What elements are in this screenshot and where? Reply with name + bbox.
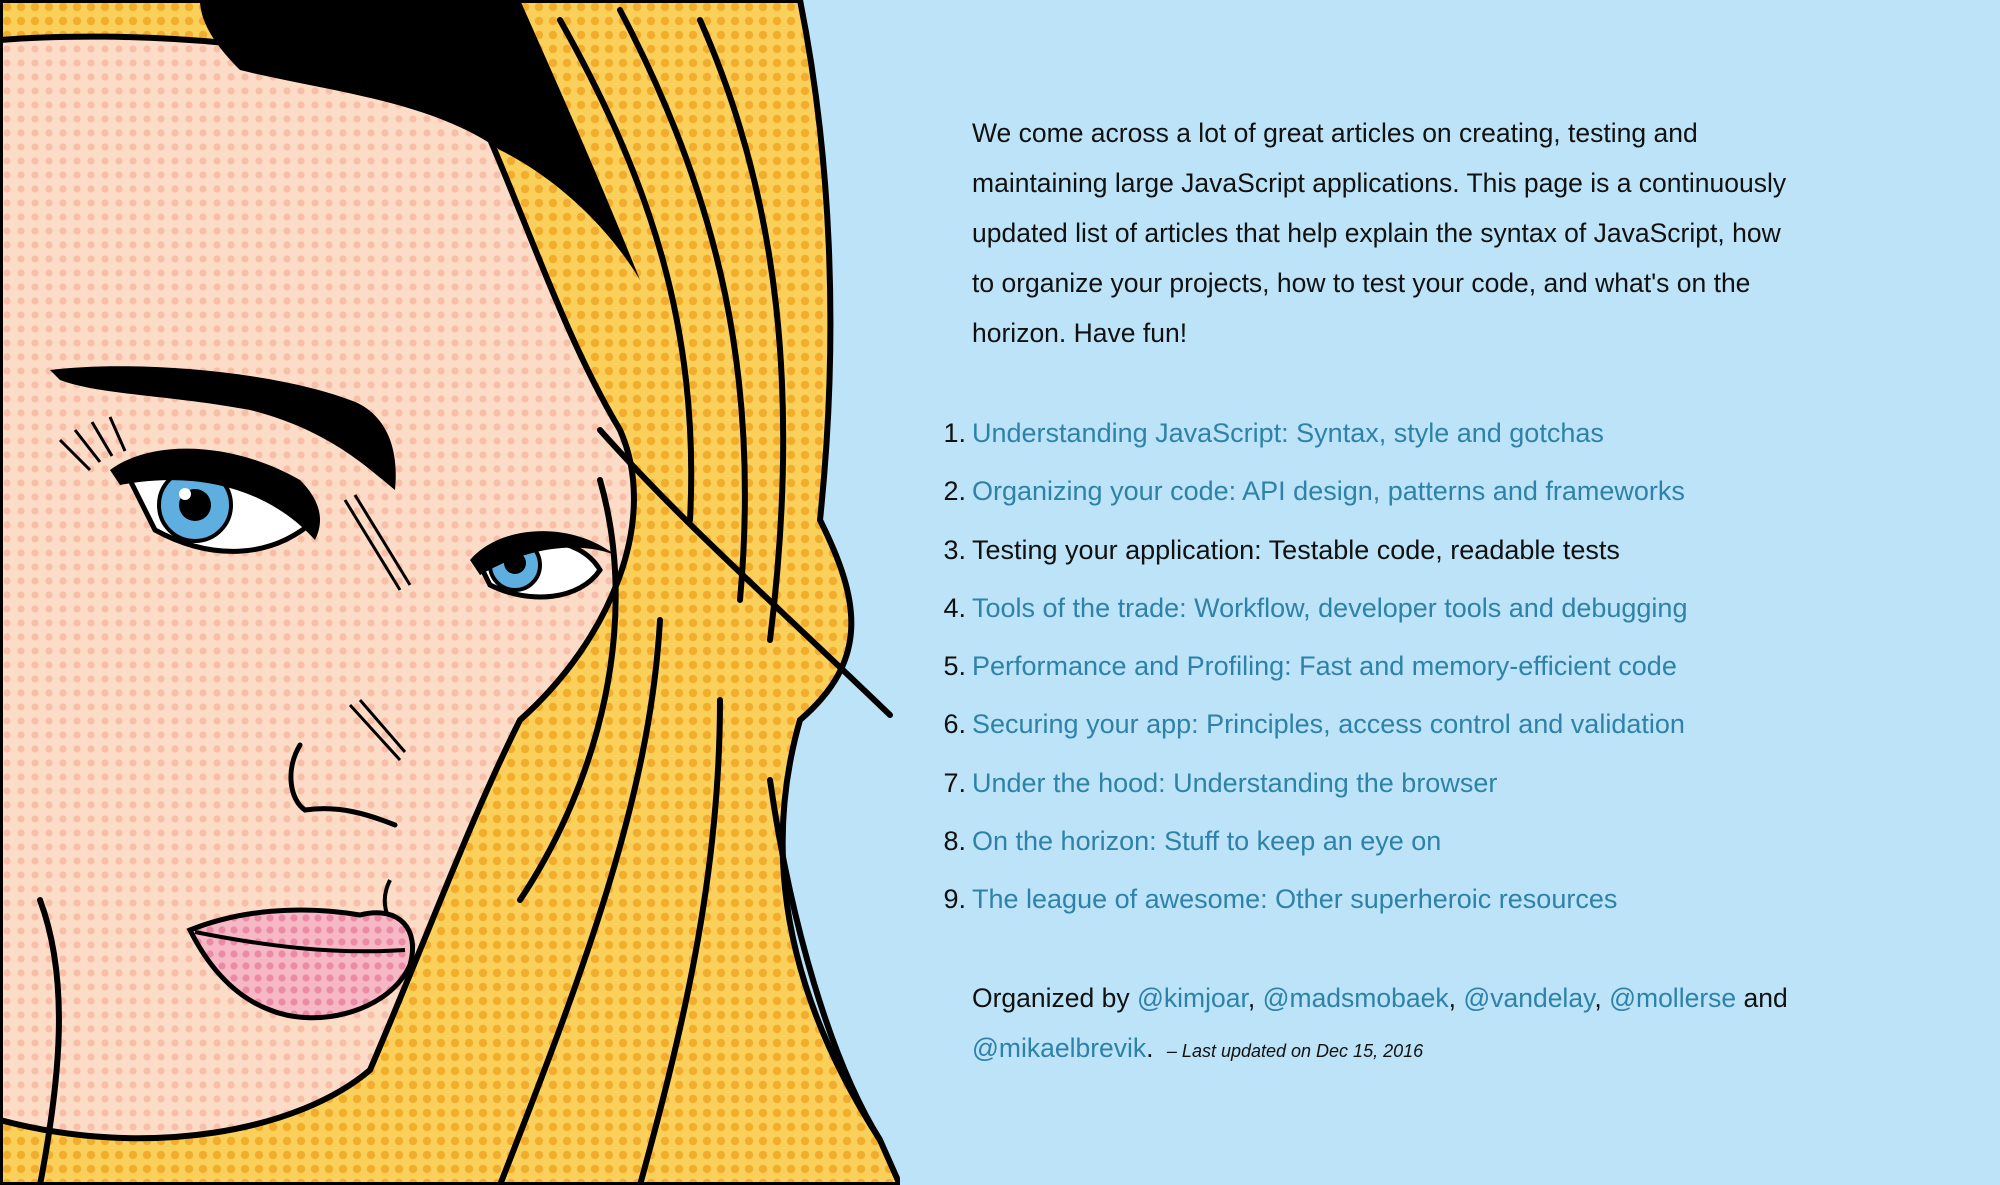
pop-art-woman-illustration <box>0 0 900 1185</box>
list-number: 5. <box>943 651 966 682</box>
list-number: 6. <box>943 709 966 740</box>
list-number: 8. <box>943 826 966 857</box>
article-link[interactable]: Under the hood: Understanding the browser <box>972 767 1498 798</box>
list-number: 9. <box>943 884 966 915</box>
last-updated: – Last updated on Dec 15, 2016 <box>1166 1040 1424 1061</box>
author-link-mikaelbrevik[interactable]: @mikaelbrevik <box>972 1032 1147 1063</box>
article-link[interactable]: Performance and Profiling: Fast and memory-efficient code <box>972 651 1677 682</box>
list-item <box>943 812 1802 870</box>
content-column <box>943 108 1802 1076</box>
author-link-kimjoar[interactable]: @kimjoar <box>1137 982 1248 1013</box>
list-item <box>943 404 1802 462</box>
list-item <box>943 870 1802 928</box>
list-item <box>943 462 1802 520</box>
list-item <box>943 521 1802 579</box>
list-number: 3. <box>943 534 966 565</box>
list-number: 7. <box>943 767 966 798</box>
article-link[interactable]: Securing your app: Principles, access control and validation <box>972 709 1685 740</box>
list-item <box>943 579 1802 637</box>
article-link[interactable]: The league of awesome: Other superheroic resources <box>972 884 1618 915</box>
article-title: Testing your application: Testable code, readable tests <box>972 534 1620 565</box>
article-link[interactable]: On the horizon: Stuff to keep an eye on <box>972 826 1442 857</box>
list-item <box>943 695 1802 753</box>
credits-prefix: Organized by <box>972 982 1130 1013</box>
article-link[interactable]: Understanding JavaScript: Syntax, style and gotchas <box>972 418 1604 448</box>
article-link[interactable]: Tools of the trade: Workflow, developer tools and debugging <box>972 592 1688 623</box>
list-item <box>943 637 1802 695</box>
intro-paragraph: We come across a lot of great articles on creating, testing and maintaining large JavaScript applications. This page is a continuously updated list of articles that help explain the syntax of JavaScript, how to organize your projects, how to test your code, and what's on the horizon. Have fun! <box>972 118 1787 348</box>
article-link[interactable]: Organizing your code: API design, patterns and frameworks <box>972 476 1685 507</box>
list-number: 4. <box>943 592 966 623</box>
credits-and: and <box>1743 982 1788 1013</box>
list-item <box>943 754 1802 812</box>
article-list <box>943 404 1802 929</box>
author-link-mollerse[interactable]: @mollerse <box>1609 982 1737 1013</box>
credits: Organized by @kimjoar, @madsmobaek, @vandelay, @mollerse and @mikaelbrevik. – Last updated on Dec 15, 2016 <box>972 982 1788 1063</box>
list-number: 2. <box>943 476 966 507</box>
author-link-vandelay[interactable]: @vandelay <box>1463 982 1595 1013</box>
author-link-madsmobaek[interactable]: @madsmobaek <box>1262 982 1449 1013</box>
list-number: 1. <box>943 418 966 448</box>
